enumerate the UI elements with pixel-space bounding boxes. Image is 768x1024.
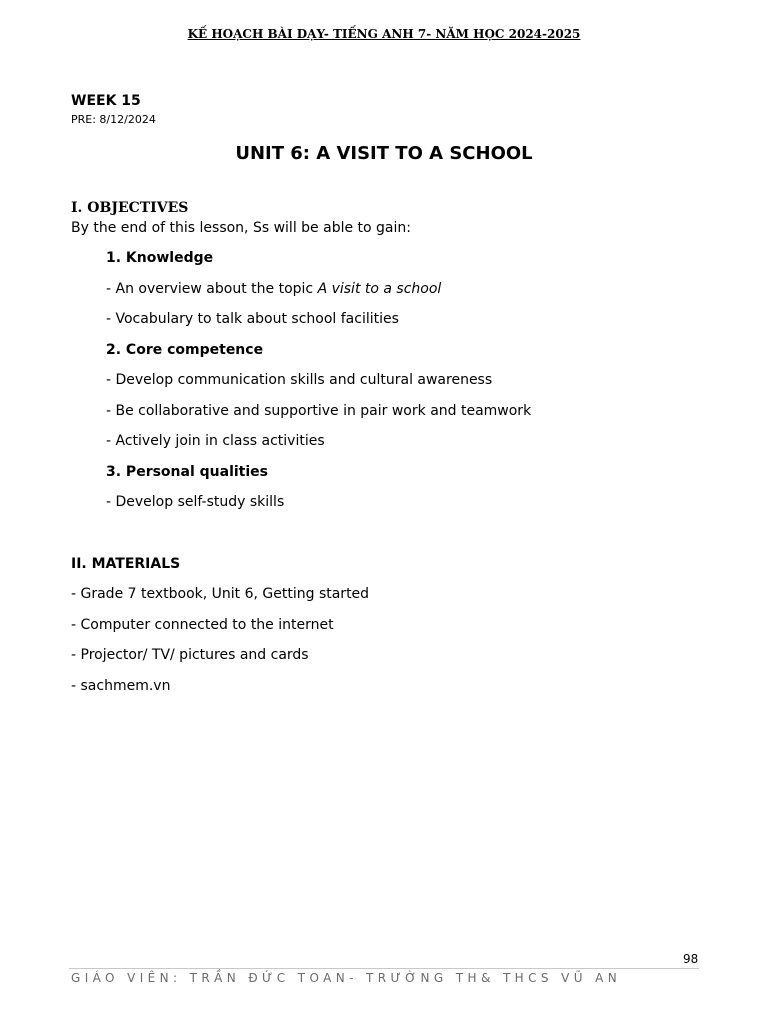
knowledge-item-vocabulary: - Vocabulary to talk about school facilities <box>106 311 399 327</box>
footer-divider <box>69 968 699 969</box>
page-number: 98 <box>683 952 699 966</box>
personal-qualities-heading: 3. Personal qualities <box>106 464 268 480</box>
page-header-title: KẾ HOẠCH BÀI DẠY- TIẾNG ANH 7- NĂM HỌC 2024-2025 <box>187 27 581 41</box>
knowledge-item-topic: A visit to a school <box>317 281 442 297</box>
materials-item: - Computer connected to the internet <box>71 617 334 633</box>
knowledge-heading: 1. Knowledge <box>106 250 214 266</box>
core-competence-item: - Develop communication skills and cultural awareness <box>106 372 493 388</box>
core-competence-item: - Actively join in class activities <box>106 433 325 449</box>
materials-item: - Grade 7 textbook, Unit 6, Getting started <box>71 586 370 602</box>
page-footer: GIÁO VIÊN: TRẦN ĐỨC TOAN- TRƯỜNG TH& THCS VŨ AN <box>71 971 622 985</box>
week-label: WEEK 15 <box>71 93 141 109</box>
materials-item: - Projector/ TV/ pictures and cards <box>71 647 309 663</box>
personal-qualities-item: - Develop self-study skills <box>106 494 285 510</box>
objectives-heading: I. OBJECTIVES <box>71 200 189 216</box>
prepared-date: PRE: 8/12/2024 <box>71 113 156 126</box>
core-competence-item: - Be collaborative and supportive in pair work and teamwork <box>106 403 532 419</box>
core-competence-heading: 2. Core competence <box>106 342 264 358</box>
unit-title: UNIT 6: A VISIT TO A SCHOOL <box>235 143 533 164</box>
knowledge-item-prefix: - An overview about the topic <box>106 281 318 297</box>
materials-item: - sachmem.vn <box>71 678 171 694</box>
knowledge-item-overview <box>106 281 441 297</box>
objectives-intro: By the end of this lesson, Ss will be able to gain: <box>71 220 411 236</box>
materials-heading: II. MATERIALS <box>71 556 181 572</box>
